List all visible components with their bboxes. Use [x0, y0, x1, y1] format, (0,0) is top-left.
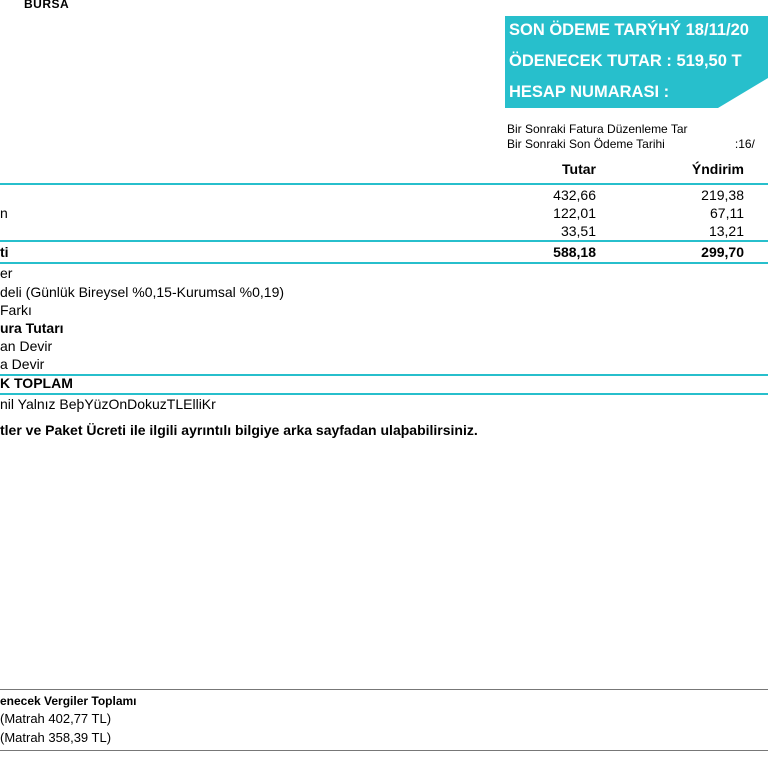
amount-in-words: nil Yalnız BeþYüzOnDokuzTLElliKr	[0, 396, 216, 412]
header-amount: Tutar	[562, 161, 596, 177]
grand-total-bottom-divider	[0, 393, 768, 395]
grand-total-top-divider	[0, 374, 768, 376]
taxes-bottom-divider	[0, 750, 768, 751]
taxes-top-divider	[0, 689, 768, 690]
next-due-date-value: :16/	[734, 137, 755, 151]
line-other: er	[0, 265, 13, 281]
header-discount: Ýndirim	[691, 161, 744, 177]
row-discount: 219,38	[701, 187, 744, 203]
city-label: BURSA	[24, 0, 70, 11]
line-carryover-1: an Devir	[0, 338, 53, 354]
row-amount: 122,01	[553, 205, 596, 221]
box-corner-cut	[718, 78, 768, 108]
grand-total-label: K TOPLAM	[0, 375, 73, 391]
total-top-divider	[0, 240, 768, 242]
row-discount: 13,21	[708, 223, 744, 239]
total-discount: 299,70	[701, 244, 744, 260]
taxes-title: enecek Vergiler Toplamı	[0, 694, 137, 708]
row-amount: 33,51	[560, 223, 596, 239]
row-amount: 432,66	[553, 187, 596, 203]
table-header-divider	[0, 183, 768, 185]
next-invoice-info	[507, 122, 755, 152]
info-note: tler ve Paket Ücreti ile ilgili ayrıntılı bilgiye arka sayfadan ulaþabilirsiniz.	[0, 422, 478, 438]
due-date-line: SON ÖDEME TARÝHÝ 18/11/20	[509, 21, 749, 39]
row-label: n	[0, 205, 8, 221]
next-due-date	[507, 137, 755, 152]
total-bottom-divider	[0, 262, 768, 264]
amount-due-line: ÖDENECEK TUTAR : 519,50 T	[509, 52, 742, 70]
line-carryover-2: a Devir	[0, 356, 45, 372]
total-amount: 588,18	[553, 244, 596, 260]
next-due-date-label: Bir Sonraki Son Ödeme Tarihi	[507, 137, 665, 151]
line-model: deli (Günlük Bireysel %0,15-Kurumsal %0,19)	[0, 284, 285, 300]
tax-row: (Matrah 358,39 TL)	[0, 730, 112, 745]
row-discount: 67,11	[710, 205, 744, 221]
tax-row: (Matrah 402,77 TL)	[0, 711, 112, 726]
line-invoice-total: ura Tutarı	[0, 320, 64, 336]
next-invoice-date: Bir Sonraki Fatura Düzenleme Tar	[507, 122, 688, 136]
total-label: ti	[0, 244, 9, 260]
line-difference: Farkı	[0, 302, 32, 318]
account-number-line: HESAP NUMARASI :	[509, 83, 670, 101]
payment-summary-box	[505, 16, 768, 108]
